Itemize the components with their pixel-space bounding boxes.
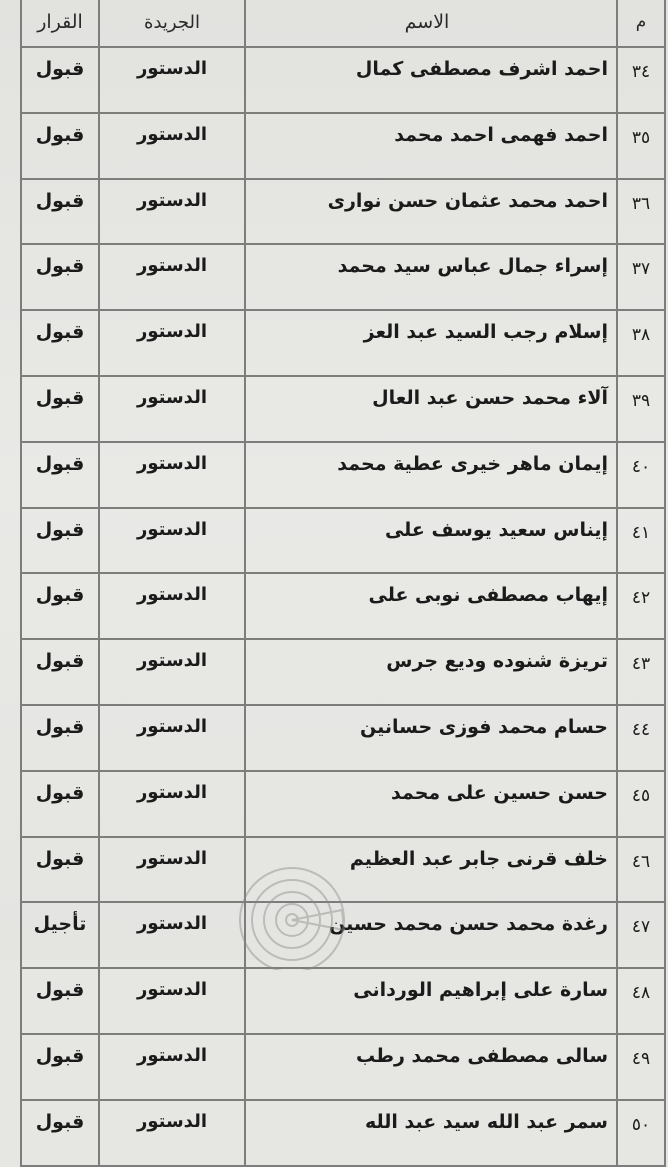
table-row	[21, 968, 665, 1034]
table-row	[21, 705, 665, 771]
row-decision: قبول	[21, 113, 99, 179]
row-decision: قبول	[21, 837, 99, 903]
table-row	[21, 376, 665, 442]
row-name: إسلام رجب السيد عبد العز	[245, 310, 617, 376]
table-row	[21, 442, 665, 508]
row-name: خلف قرنى جابر عبد العظيم	[245, 837, 617, 903]
table-row	[21, 47, 665, 113]
row-number: ٤٨	[617, 968, 665, 1034]
row-decision: قبول	[21, 179, 99, 245]
table-row	[21, 310, 665, 376]
row-number: ٤٥	[617, 771, 665, 837]
row-decision: قبول	[21, 705, 99, 771]
row-newspaper: الدستور	[99, 47, 245, 113]
table-header-row	[21, 0, 665, 47]
row-name: سمر عبد الله سيد عبد الله	[245, 1100, 617, 1166]
row-decision: قبول	[21, 47, 99, 113]
row-newspaper: الدستور	[99, 902, 245, 968]
row-decision: تأجيل	[21, 902, 99, 968]
table-row	[21, 508, 665, 574]
row-decision: قبول	[21, 442, 99, 508]
table-row	[21, 179, 665, 245]
row-decision: قبول	[21, 1034, 99, 1100]
row-name: حسن حسين على محمد	[245, 771, 617, 837]
row-name: سالى مصطفى محمد رطب	[245, 1034, 617, 1100]
row-name: رغدة محمد حسن محمد حسين	[245, 902, 617, 968]
row-name: إيمان ماهر خيرى عطية محمد	[245, 442, 617, 508]
table-row	[21, 639, 665, 705]
row-name: آلاء محمد حسن عبد العال	[245, 376, 617, 442]
row-number: ٣٥	[617, 113, 665, 179]
table-row	[21, 573, 665, 639]
table-row	[21, 1100, 665, 1166]
results-table	[20, 0, 666, 1167]
row-newspaper: الدستور	[99, 508, 245, 574]
row-decision: قبول	[21, 244, 99, 310]
stamp-seal	[232, 860, 352, 970]
row-newspaper: الدستور	[99, 837, 245, 903]
row-decision: قبول	[21, 573, 99, 639]
row-newspaper: الدستور	[99, 310, 245, 376]
row-newspaper: الدستور	[99, 244, 245, 310]
row-number: ٤٠	[617, 442, 665, 508]
row-newspaper: الدستور	[99, 1034, 245, 1100]
row-newspaper: الدستور	[99, 442, 245, 508]
row-name: إيناس سعيد يوسف على	[245, 508, 617, 574]
row-number: ٤٤	[617, 705, 665, 771]
row-number: ٤٣	[617, 639, 665, 705]
row-newspaper: الدستور	[99, 113, 245, 179]
row-name: سارة على إبراهيم الوردانى	[245, 968, 617, 1034]
row-number: ٤١	[617, 508, 665, 574]
row-decision: قبول	[21, 771, 99, 837]
header-decision: القرار	[21, 0, 99, 47]
row-decision: قبول	[21, 376, 99, 442]
row-name: احمد فهمى احمد محمد	[245, 113, 617, 179]
row-decision: قبول	[21, 1100, 99, 1166]
row-name: تريزة شنوده وديع جرس	[245, 639, 617, 705]
header-name: الاسم	[245, 0, 617, 47]
row-newspaper: الدستور	[99, 639, 245, 705]
row-number: ٤٩	[617, 1034, 665, 1100]
row-decision: قبول	[21, 310, 99, 376]
table-row	[21, 1034, 665, 1100]
row-number: ٤٦	[617, 837, 665, 903]
table-row	[21, 771, 665, 837]
row-newspaper: الدستور	[99, 573, 245, 639]
row-name: إيهاب مصطفى نوبى على	[245, 573, 617, 639]
header-newspaper: الجريدة	[99, 0, 245, 47]
row-newspaper: الدستور	[99, 1100, 245, 1166]
header-number: م	[617, 0, 665, 47]
row-number: ٣٧	[617, 244, 665, 310]
row-number: ٣٦	[617, 179, 665, 245]
row-number: ٤٧	[617, 902, 665, 968]
row-newspaper: الدستور	[99, 968, 245, 1034]
row-number: ٥٠	[617, 1100, 665, 1166]
row-decision: قبول	[21, 508, 99, 574]
row-name: إسراء جمال عباس سيد محمد	[245, 244, 617, 310]
row-number: ٣٤	[617, 47, 665, 113]
table-row	[21, 113, 665, 179]
table-row	[21, 244, 665, 310]
row-name: احمد اشرف مصطفى كمال	[245, 47, 617, 113]
row-newspaper: الدستور	[99, 179, 245, 245]
row-newspaper: الدستور	[99, 376, 245, 442]
row-decision: قبول	[21, 639, 99, 705]
row-number: ٤٢	[617, 573, 665, 639]
row-newspaper: الدستور	[99, 771, 245, 837]
row-number: ٣٩	[617, 376, 665, 442]
row-name: حسام محمد فوزى حسانين	[245, 705, 617, 771]
row-newspaper: الدستور	[99, 705, 245, 771]
row-name: احمد محمد عثمان حسن نوارى	[245, 179, 617, 245]
row-decision: قبول	[21, 968, 99, 1034]
row-number: ٣٨	[617, 310, 665, 376]
